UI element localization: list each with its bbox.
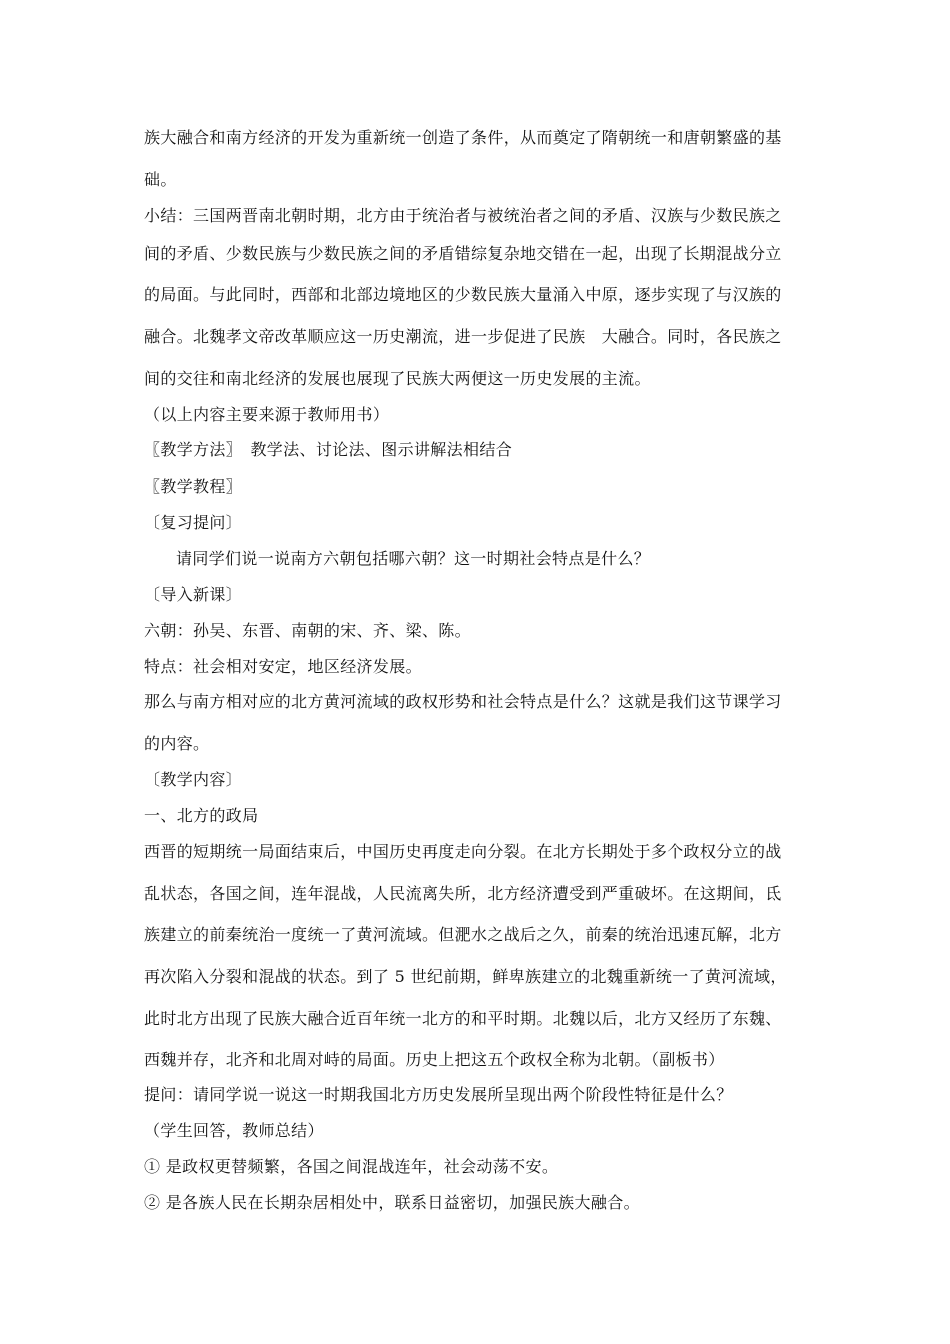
text-line: 西魏并存，北齐和北周对峙的局面。历史上把这五个政权全称为北朝。（副板书） <box>144 1050 725 1069</box>
text-line: 融合。北魏孝文帝改革顺应这一历史潮流，进一步促进了民族 大融合。同时，各民族之 <box>144 327 782 346</box>
text-line: 的局面。与此同时，西部和北部边境地区的少数民族大量涌入中原，逐步实现了与汉族的 <box>144 285 782 304</box>
summary-line: 小结：三国两晋南北朝时期，北方由于统治者与被统治者之间的矛盾、汉族与少数民族之 <box>144 206 782 225</box>
text-line: 此时北方出现了民族大融合近百年统一北方的和平时期。北魏以后，北方又经历了东魏、 <box>144 1009 782 1028</box>
teaching-method: 〖教学方法〗 教学法、讨论法、图示讲解法相结合 <box>144 440 513 459</box>
text-line: 那么与南方相对应的北方黄河流域的政权形势和社会特点是什么？这就是我们这节课学习 <box>144 692 782 711</box>
text-line: 族建立的前秦统治一度统一了黄河流域。但淝水之战后之久，前秦的统治迅速瓦解，北方 <box>144 925 782 944</box>
review-question: 请同学们说一说南方六朝包括哪六朝？这一时期社会特点是什么？ <box>176 549 651 568</box>
features-line: 特点：社会相对安定，地区经济发展。 <box>144 657 422 676</box>
point-two: ② 是各族人民在长期杂居相处中，联系日益密切，加强民族大融合。 <box>144 1193 640 1212</box>
text-line: 再次陷入分裂和混战的状态。到了 5 世纪前期，鲜卑族建立的北魏重新统一了黄河流域， <box>144 967 787 986</box>
text-line: 乱状态，各国之间，连年混战，人民流离失所，北方经济遭受到严重破坏。在这期间，氐 <box>144 884 782 903</box>
intro-heading: 〔导入新课〕 <box>144 585 243 604</box>
text-line: 西晋的短期统一局面结束后，中国历史再度走向分裂。在北方长期处于多个政权分立的战 <box>144 842 782 861</box>
source-note: （以上内容主要来源于教师用书） <box>144 405 390 424</box>
point-one: ① 是政权更替频繁，各国之间混战连年，社会动荡不安。 <box>144 1157 559 1176</box>
text-line: 族大融合和南方经济的开发为重新统一创造了条件，从而奠定了隋朝统一和唐朝繁盛的基 <box>144 128 782 147</box>
text-line: 间的交往和南北经济的发展也展现了民族大两便这一历史发展的主流。 <box>144 369 651 388</box>
question-line: 提问：请同学说一说这一时期我国北方历史发展所呈现出两个阶段性特征是什么？ <box>144 1085 733 1104</box>
text-line: 础。 <box>144 170 177 189</box>
six-dynasties-line: 六朝：孙吴、东晋、南朝的宋、齐、梁、陈。 <box>144 621 472 640</box>
section-heading: 一、北方的政局 <box>144 806 259 825</box>
review-heading: 〔复习提问〕 <box>144 513 243 532</box>
text-line: 间的矛盾、少数民族与少数民族之间的矛盾错综复杂地交错在一起，出现了长期混战分立 <box>144 244 782 263</box>
answer-note: （学生回答，教师总结） <box>144 1121 324 1140</box>
text-line: 的内容。 <box>144 734 210 753</box>
teaching-process-heading: 〖教学教程〗 <box>144 477 243 496</box>
content-heading: 〔教学内容〕 <box>144 770 243 789</box>
